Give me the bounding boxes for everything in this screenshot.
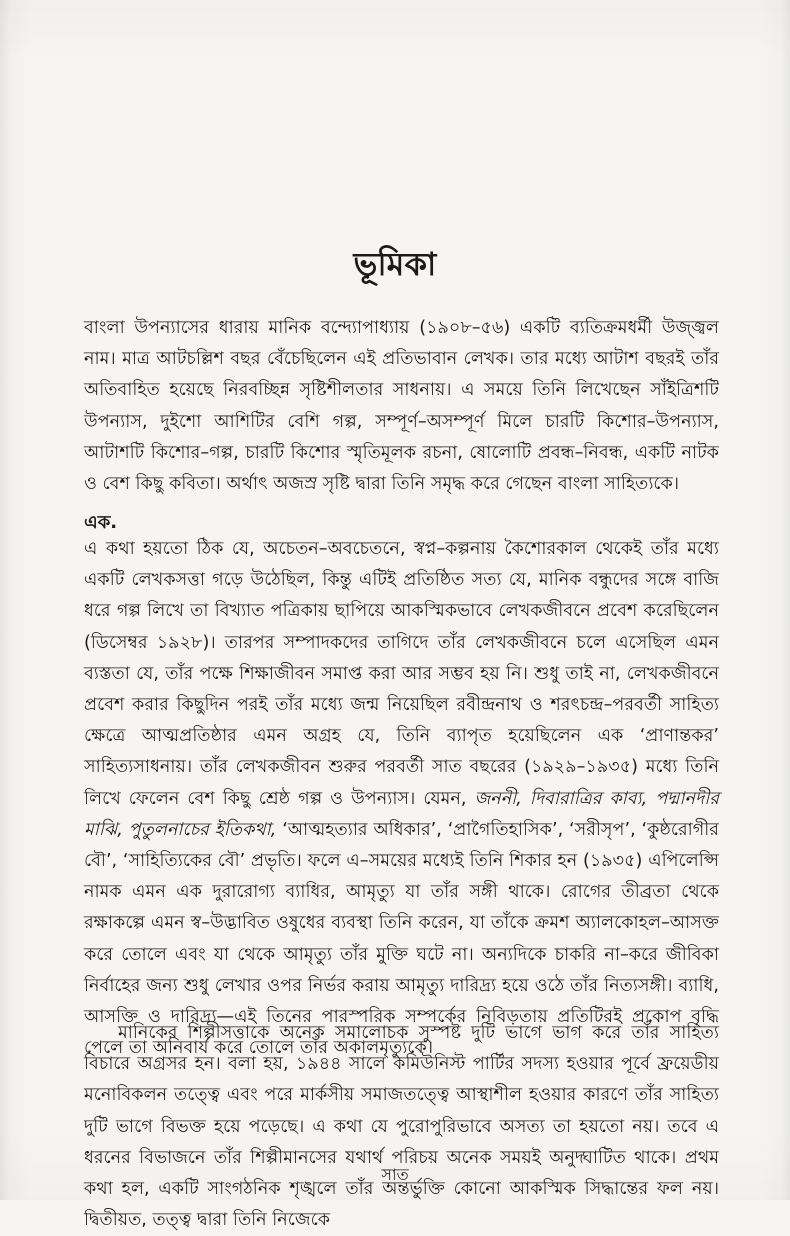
page-number: সাত — [381, 1165, 409, 1184]
section-heading: এক. — [84, 512, 118, 533]
italic-book-titles: জননী, দিবারাত্রির কাব্য, পদ্মানদীর মাঝি, পুতুলনাচের ইতিকথা, — [84, 788, 719, 840]
section-one-paragraph — [84, 534, 719, 1064]
intro-paragraph: বাংলা উপন্যাসের ধারায় মানিক বন্দ্যোপাধ্যায় (১৯০৮–৫৬) একটি ব্যতিক্রমধর্মী উজ্জ্বল নাম। মাত্র আটচল্লিশ বছর বেঁচেছিলেন এই প্রতিভাবান লেখক। তার মধ্যে আটাশ বছরই তাঁর অতিবাহিত হয়েছে নিরবচ্ছিন্ন সৃষ্টিশীলতার সাধনায়। এ সময়ে তিনি লিখেছেন সাঁইত্রিশটি উপন্যাস, দুইশো আশিটির বেশি গল্প, সম্পূর্ণ–অসম্পূর্ণ মিলে চারটি কিশোর–উপন্যাস, আটাশটি কিশোর–গল্প, চারটি কিশোর স্মৃতিমূলক রচনা, ষোলোটি প্রবন্ধ–নিবন্ধ, একটি নাটক ও বেশ কিছু কবিতা। অর্থাৎ অজস্র সৃষ্টি দ্বারা তিনি সমৃদ্ধ করে গেছেন বাংলা সাহিত্যকে। — [84, 318, 719, 495]
paragraph-two: মানিকের শিল্পীসত্তাকে অনেক সমালোচক সুস্পষ্ট দুটি ভাগে ভাগ করে তাঁর সাহিত্য বিচারে অগ্রসর হন। বলা হয়, ১৯৪৪ সালে কমিউনিস্ট পার্টির সদস্য হওয়ার পূর্বে ফ্রয়েডীয় মনোবিকলন তত্ত্বে এবং পরে মার্কসীয় সমাজতত্ত্বে আস্থাশীল হওয়ার কারণে তাঁর সাহিত্য দুটি ভাগে বিভক্ত হয়ে পড়েছে। এ কথা যে পুরোপুরিভাবে অসত্য তা হয়তো নয়। তবে এ ধরনের বিভাজনে তাঁর শিল্পীমানসের যথার্থ পরিচয় অনেক সময়ই অনুদ্ঘাটিত থাকে। প্রথম কথা হল, একটি সাংগঠনিক শৃঙ্খলে তাঁর অন্তর্ভুক্তি কোনো আকস্মিক সিদ্ধান্তের ফল নয়। দ্বিতীয়ত, তত্ত্ব দ্বারা তিনি নিজেকে — [84, 1023, 719, 1231]
page-left-shadow — [0, 0, 10, 1200]
section-one-text-part-1: এ কথা হয়তো ঠিক যে, অচেতন–অবচেতনে, স্বপ্ন–কল্পনায় কৈশোরকাল থেকেই তাঁর মধ্যে একটি লেখকসত্তা গড়ে উঠেছিল, কিন্তু এটিই প্রতিষ্ঠিত সত্য যে, মানিক বন্ধুদের সঙ্গে বাজি ধরে গল্প লিখে তা বিখ্যাত পত্রিকায় ছাপিয়ে আকস্মিকভাবে লেখকজীবনে প্রবেশ করেছিলেন (ডিসেম্বর ১৯২৮)। তারপর সম্পাদকদের তাগিদে তাঁর লেখকজীবনে চলে এসেছিল এমন ব্যস্ততা যে, তাঁর পক্ষে শিক্ষাজীবন সমাপ্ত করা আর সম্ভব হয় নি। শুধু তাই না, লেখকজীবনে প্রবেশ করার কিছুদিন পরই তাঁর মধ্যে জন্ম নিয়েছিল রবীন্দ্রনাথ ও শরৎচন্দ্র–পরবর্তী সাহিত্য ক্ষেত্রে আত্মপ্রতিষ্ঠার এমন অগ্রহ যে, তিনি ব্যাপৃত হয়েছিলেন এক ‘প্রাণান্তকর’ সাহিত্যসাধনায়। তাঁর লেখকজীবন শুরুর পরবর্তী সাত বছরের (১৯২৯–১৯৩৫) মধ্যে তিনি লিখে ফেলেন বেশ কিছু শ্রেষ্ঠ গল্প ও উপন্যাস। যেমন, — [84, 539, 719, 809]
section-one-text-part-2: ‘আত্মহত্যার অধিকার’, ‘প্রাগৈতিহাসিক’, ‘সরীসৃপ’, ‘কুষ্ঠরোগীর বৌ’, ‘সাহিত্যিকের বৌ’ প্রভৃতি। ফলে এ–সময়ের মধ্যেই তিনি শিকার হন (১৯৩৫) এপিলেপ্সি নামক এমন এক দুরারোগ্য ব্যাধির, আমৃত্যু যা তাঁর সঙ্গী থাকে। রোগের তীব্রতা থেকে রক্ষাকল্পে এমন স্ব–উদ্ভাবিত ওষুধের ব্যবস্থা তিনি করেন, যা তাঁকে ক্রমশ অ্যালকোহল–আসক্ত করে তোলে এবং যা থেকে আমৃত্যু তাঁর মুক্তি ঘটে না। অন্যদিকে চাকরি না–করে জীবিকা নির্বাহের জন্য শুধু লেখার ওপর নির্ভর করায় আমৃত্যু দারিদ্র্য হয়ে ওঠে তাঁর নিত্যসঙ্গী। ব্যাধি, আসক্তি ও দারিদ্র্য—এই তিনের পারস্পরিক সম্পর্কের নিবিড়তায় প্রতিটিরই প্রকোপ বৃদ্ধি পেলে তা অনিবার্য করে তোলে তাঁর অকালমৃত্যুকে। — [84, 819, 719, 1059]
page-title: ভূমিকা — [353, 245, 437, 283]
page-right-shadow — [780, 0, 790, 1200]
